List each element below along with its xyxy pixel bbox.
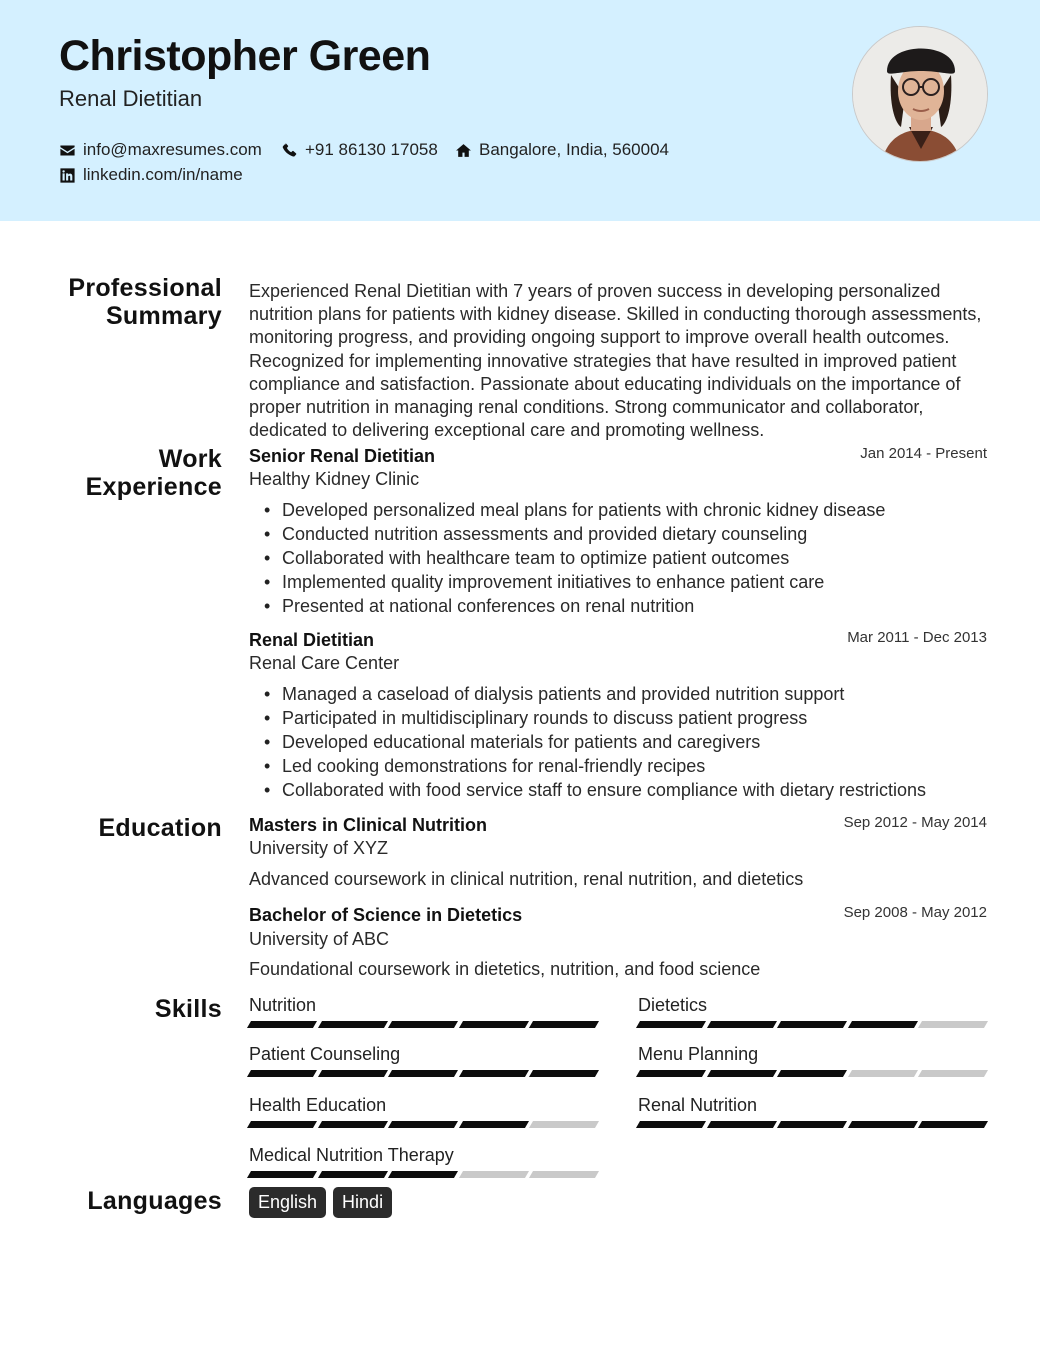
language-list: [249, 1187, 392, 1218]
skill-level-segment: [388, 1070, 458, 1077]
skill-item: [249, 1145, 597, 1178]
skill-level-segment: [529, 1121, 599, 1128]
job-dates: Mar 2011 - Dec 2013: [847, 629, 987, 646]
linkedin-text: linkedin.com/in/name: [83, 165, 243, 184]
skill-level-segment: [777, 1070, 847, 1077]
job-title: Senior Renal Dietitian: [249, 446, 436, 466]
section-title-skills: Skills: [154, 995, 222, 1023]
language-tag: English: [249, 1187, 326, 1218]
skill-level-segment: [529, 1171, 599, 1178]
skill-level-segment: [247, 1121, 317, 1128]
skill-level-segment: [848, 1070, 918, 1077]
skill-level-segment: [388, 1171, 458, 1178]
skill-name: Menu Planning: [638, 1044, 759, 1064]
skill-level-bar: [638, 1021, 986, 1028]
skill-level-segment: [247, 1070, 317, 1077]
skill-item: [638, 995, 986, 1028]
skill-level-segment: [777, 1021, 847, 1028]
skill-name: Nutrition: [249, 995, 317, 1015]
skill-level-segment: [848, 1021, 918, 1028]
skill-level-segment: [459, 1021, 529, 1028]
section-title-summary: Professional Summary: [68, 274, 222, 330]
location-text: Bangalore, India, 560004: [479, 140, 669, 159]
candidate-role: Renal Dietitian: [59, 86, 203, 111]
phone-icon: [281, 142, 298, 159]
skill-item: [249, 995, 597, 1028]
skill-level-segment: [247, 1021, 317, 1028]
skill-level-segment: [388, 1121, 458, 1128]
skill-level-segment: [848, 1121, 918, 1128]
job-title: Renal Dietitian: [249, 630, 375, 650]
skill-level-bar: [249, 1070, 597, 1077]
contact-email[interactable]: [59, 140, 262, 160]
degree-title: Masters in Clinical Nutrition: [249, 815, 488, 835]
skill-level-segment: [318, 1021, 388, 1028]
list-item: • Collaborated with food service staff to ensure compliance with dietary restrictions: [264, 778, 984, 802]
skill-level-segment: [388, 1021, 458, 1028]
job-bullets: [264, 682, 984, 802]
skill-level-segment: [459, 1070, 529, 1077]
skill-level-bar: [249, 1171, 597, 1178]
job-employer: Renal Care Center: [249, 653, 400, 673]
degree-title: Bachelor of Science in Dietetics: [249, 905, 523, 925]
skill-level-segment: [529, 1021, 599, 1028]
skill-level-bar: [638, 1070, 986, 1077]
skill-level-segment: [636, 1070, 706, 1077]
skill-level-segment: [318, 1070, 388, 1077]
resume-header: [0, 0, 1040, 221]
job-bullets: [264, 498, 984, 618]
skill-name: Renal Nutrition: [638, 1095, 758, 1115]
envelope-icon: [59, 142, 76, 159]
skill-level-segment: [777, 1121, 847, 1128]
skill-level-segment: [318, 1171, 388, 1178]
job-dates: Jan 2014 - Present: [860, 445, 987, 462]
email-text: info@maxresumes.com: [83, 140, 262, 159]
skill-name: Patient Counseling: [249, 1044, 401, 1064]
skill-level-segment: [247, 1171, 317, 1178]
contact-phone[interactable]: [281, 140, 438, 160]
skill-level-segment: [707, 1070, 777, 1077]
skill-level-bar: [249, 1121, 597, 1128]
skill-item: [249, 1044, 597, 1077]
summary-text: Experienced Renal Dietitian with 7 years of proven success in developing personalized nutrition plans for patients with kidney disease. Skilled in conducting thorough assessments, monitoring progress, and providing ongoing support to improve overall health outcomes. Recognized for implementing innovative strategies that have resulted in improved patient compliance and satisfaction. Passionate about educating individuals on the importance of proper nutrition in managing renal conditions. Strong communicator and collaborator, dedicated to delivering exceptional care and promoting wellness.: [249, 281, 982, 441]
education-dates: Sep 2008 - May 2012: [843, 904, 987, 921]
skill-level-bar: [638, 1121, 986, 1128]
list-item: • Managed a caseload of dialysis patients and provided nutrition support: [264, 682, 984, 706]
skill-level-segment: [918, 1070, 988, 1077]
skill-item: [638, 1095, 986, 1128]
education-description: Foundational coursework in dietetics, nutrition, and food science: [249, 959, 761, 979]
education-description: Advanced coursework in clinical nutrition, renal nutrition, and dietetics: [249, 869, 804, 889]
contact-linkedin[interactable]: [59, 165, 243, 185]
skill-level-segment: [459, 1171, 529, 1178]
list-item: • Developed personalized meal plans for patients with chronic kidney disease: [264, 498, 984, 522]
school-name: University of ABC: [249, 929, 390, 949]
section-title-work: Work Experience: [85, 445, 222, 501]
home-icon: [455, 142, 472, 159]
skill-level-segment: [918, 1121, 988, 1128]
contact-location: [455, 140, 669, 160]
list-item: • Conducted nutrition assessments and provided dietary counseling: [264, 522, 984, 546]
job-employer: Healthy Kidney Clinic: [249, 469, 420, 489]
list-item: • Collaborated with healthcare team to optimize patient outcomes: [264, 546, 984, 570]
skill-name: Health Education: [249, 1095, 387, 1115]
list-item: • Led cooking demonstrations for renal-friendly recipes: [264, 754, 984, 778]
school-name: University of XYZ: [249, 838, 389, 858]
education-dates: Sep 2012 - May 2014: [843, 814, 987, 831]
skill-level-segment: [459, 1121, 529, 1128]
skill-item: [249, 1095, 597, 1128]
phone-text: +91 86130 17058: [305, 140, 438, 159]
skill-level-segment: [318, 1121, 388, 1128]
list-item: • Presented at national conferences on renal nutrition: [264, 594, 984, 618]
section-title-education: Education: [98, 814, 222, 842]
profile-photo: [852, 26, 988, 162]
skill-level-bar: [249, 1021, 597, 1028]
linkedin-icon: [59, 167, 76, 184]
language-tag: Hindi: [333, 1187, 392, 1218]
list-item: • Implemented quality improvement initiatives to enhance patient care: [264, 570, 984, 594]
skill-name: Medical Nutrition Therapy: [249, 1145, 454, 1165]
skill-name: Dietetics: [638, 995, 708, 1015]
skill-level-segment: [707, 1121, 777, 1128]
skill-level-segment: [529, 1070, 599, 1077]
skill-item: [638, 1044, 986, 1077]
skill-level-segment: [636, 1121, 706, 1128]
list-item: • Developed educational materials for patients and caregivers: [264, 730, 984, 754]
list-item: • Participated in multidisciplinary rounds to discuss patient progress: [264, 706, 984, 730]
candidate-name: Christopher Green: [59, 32, 431, 80]
skill-level-segment: [918, 1021, 988, 1028]
skill-level-segment: [636, 1021, 706, 1028]
section-title-languages: Languages: [87, 1187, 222, 1215]
skill-level-segment: [707, 1021, 777, 1028]
